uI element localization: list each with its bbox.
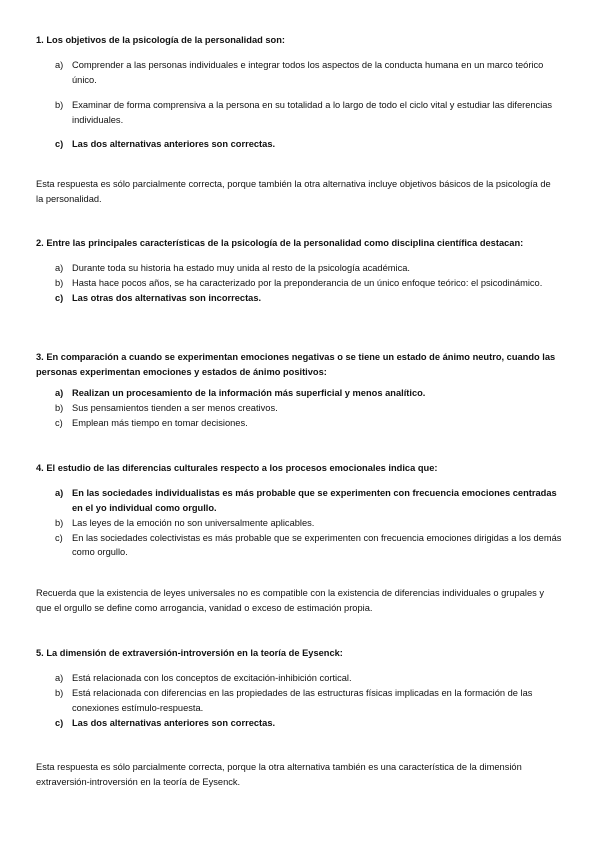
- option-text: Examinar de forma comprensiva a la persona en su totalidad a lo largo de todo el ciclo vital y estudiar las diferencias individuales.: [72, 99, 553, 125]
- option-letter: b): [55, 517, 64, 528]
- option-text: Comprender a las personas individuales e integrar todos los aspectos de la conducta humana en un marco teórico único.: [72, 59, 544, 85]
- option-text: Realizan un procesamiento de la información más superficial y menos analítico.: [72, 387, 426, 398]
- question-title: 1. Los objetivos de la psicología de la personalidad son:: [36, 35, 286, 45]
- option-c: [55, 137, 566, 152]
- option-c: [55, 291, 566, 306]
- option-text: En las sociedades colectivistas es más probable que se experimenten con frecuencia emociones dirigidas a los demás como orgullo.: [72, 532, 562, 558]
- question-title: 2. Entre las principales características de la psicología de la personalidad como disciplina científica destacan:: [36, 238, 524, 248]
- option-b: [55, 516, 566, 531]
- option-text: Durante toda su historia ha estado muy unida al resto de la psicología académica.: [72, 262, 410, 273]
- option-a: [55, 261, 566, 276]
- option-letter: b): [55, 402, 64, 413]
- option-letter: c): [55, 417, 63, 428]
- question-3: [36, 350, 566, 430]
- question-1: [36, 33, 566, 162]
- option-letter: c): [55, 139, 64, 150]
- option-b: [55, 686, 566, 716]
- question-2: [36, 236, 566, 306]
- option-letter: a): [55, 59, 64, 70]
- option-c: [55, 416, 566, 431]
- option-letter: b): [55, 277, 64, 288]
- option-letter: b): [55, 687, 64, 698]
- option-a: [55, 486, 566, 516]
- option-letter: a): [55, 387, 64, 398]
- option-a: [55, 386, 566, 401]
- option-a: [55, 671, 566, 686]
- question-title: 3. En comparación a cuando se experimentan emociones negativas o se tiene un estado de ánimo neutro, cuando las personas experimentan emociones y estados de ánimo positivos:: [36, 352, 556, 377]
- options-list: [36, 58, 566, 152]
- feedback-note-5: Esta respuesta es sólo parcialmente correcta, porque la otra alternativa también es una característica de la dimensión extraversión-introversión en la teoría de Eysenck.: [36, 762, 522, 787]
- option-letter: b): [55, 99, 64, 110]
- option-c: [55, 716, 566, 731]
- option-text: Hasta hace pocos años, se ha caracterizado por la preponderancia de un único enfoque teórico: el psicodinámico.: [72, 277, 543, 288]
- feedback-note-1: Esta respuesta es sólo parcialmente correcta, porque también la otra alternativa incluye objetivos básicos de la psicología de la personalidad.: [36, 179, 551, 204]
- option-letter: c): [55, 292, 64, 303]
- option-text: Está relacionada con diferencias en las propiedades de las estructuras físicas implicadas en la formación de las conexiones estímulo-respuesta.: [72, 687, 533, 713]
- options-list: [36, 486, 566, 560]
- question-title: 5. La dimensión de extraversión-introversión en la teoría de Eysenck:: [36, 648, 343, 658]
- option-text: Sus pensamientos tienden a ser menos creativos.: [72, 402, 278, 413]
- question-5: [36, 646, 566, 730]
- option-b: [55, 98, 566, 128]
- options-list: [36, 386, 566, 431]
- option-letter: a): [55, 672, 64, 683]
- question-4: [36, 461, 566, 560]
- option-text: Las dos alternativas anteriores son correctas.: [72, 717, 276, 728]
- option-text: Las dos alternativas anteriores son correctas.: [72, 139, 276, 150]
- option-text: Las otras dos alternativas son incorrectas.: [72, 292, 262, 303]
- option-c: [55, 531, 566, 561]
- option-b: [55, 276, 566, 291]
- option-text: Las leyes de la emoción no son universalmente aplicables.: [72, 517, 315, 528]
- option-letter: c): [55, 717, 64, 728]
- feedback-note-4: Recuerda que la existencia de leyes universales no es compatible con la existencia de diferencias individuales o grupales y que el orgullo se define como arrogancia, vanidad o exceso de estimación propia.: [36, 588, 545, 613]
- option-letter: c): [55, 532, 63, 543]
- option-text: Emplean más tiempo en tomar decisiones.: [72, 417, 248, 428]
- question-title: 4. El estudio de las diferencias culturales respecto a los procesos emocionales indica que:: [36, 463, 438, 473]
- option-letter: a): [55, 487, 64, 498]
- option-letter: a): [55, 262, 64, 273]
- option-a: [55, 58, 566, 88]
- option-text: Está relacionada con los conceptos de excitación-inhibición cortical.: [72, 672, 352, 683]
- options-list: [36, 261, 566, 306]
- option-b: [55, 401, 566, 416]
- option-text: En las sociedades individualistas es más probable que se experimenten con frecuencia emociones centradas en el yo individual como orgullo.: [72, 487, 557, 513]
- options-list: [36, 671, 566, 731]
